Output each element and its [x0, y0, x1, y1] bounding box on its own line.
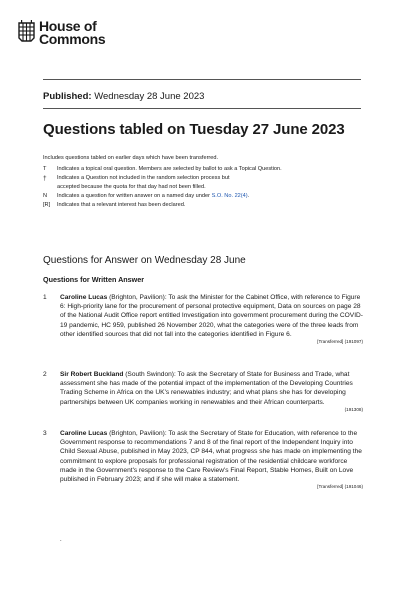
legend-text: Indicates a Question not included in the random selection process but — [57, 175, 230, 181]
legend-key: N — [43, 193, 48, 199]
legend-text-end: . — [247, 193, 250, 199]
question-text: To ask the Secretary of State for Education, with reference to the Government response to recommendations 7 and 8 of the final report of the Independent Inquiry into Child Sexual Abuse, published in May 2023, CP 844, what progress she has made on implementing the commitment to explore proposals for professional registration of the residential childcare workforce made in the Government's response to the Care Review's Final Report, Stable Homes, Built on Love published in February 2023; and if she will make a statement. — [60, 430, 362, 484]
question-member: Sir Robert Buckland — [60, 371, 124, 378]
question-number: 3 — [43, 430, 47, 437]
house-of-commons-logo — [18, 20, 105, 46]
question-member: Caroline Lucas — [60, 430, 108, 437]
page-title: Questions tabled on Tuesday 27 June 2023 — [43, 121, 345, 138]
legend-item-interest — [43, 201, 363, 210]
question-constituency: (Brighton, Pavilion): — [107, 294, 167, 301]
legend-key: † — [43, 175, 47, 182]
legend — [43, 154, 363, 210]
question-item — [43, 429, 363, 491]
legend-text: accepted because the quota for that day had not been filled. — [57, 184, 206, 190]
question-constituency: (South Swindon): — [123, 371, 176, 378]
legend-intro: Includes questions tabled on earlier days which have been transferred. — [43, 155, 219, 161]
legend-text: Indicates that a relevant interest has been declared. — [57, 202, 186, 208]
section-title: Questions for Answer on Wednesday 28 June — [43, 255, 246, 266]
trailing-dot: . — [60, 537, 62, 543]
question-reference: [Transferred] (191046) — [317, 484, 363, 490]
legend-item-named-day — [43, 192, 363, 201]
published-label: Published: — [43, 91, 92, 102]
legend-text: Indicates a topical oral question. Members are selected by ballot to ask a Topical Question. — [57, 166, 282, 172]
legend-key: [R] — [43, 202, 51, 208]
logo-wordmark — [39, 20, 105, 46]
standing-order-link[interactable]: S.O. No. 22(4) — [211, 193, 248, 199]
subsection-title: Questions for Written Answer — [43, 275, 145, 284]
divider-bottom — [43, 108, 361, 109]
portcullis-icon — [18, 20, 35, 42]
logo-line-2: Commons — [39, 31, 106, 47]
question-number: 2 — [43, 371, 47, 378]
legend-key — [43, 183, 57, 192]
question-body — [60, 293, 363, 346]
question-reference: [Transferred] (191097) — [317, 339, 363, 345]
legend-key: T — [43, 166, 47, 172]
question-reference: (191308) — [344, 406, 363, 412]
question-item — [43, 370, 363, 414]
question-body — [60, 370, 363, 414]
published-date: Wednesday 28 June 2023 — [94, 91, 205, 102]
question-member: Caroline Lucas — [60, 294, 108, 301]
question-constituency: (Brighton, Pavilion): — [107, 430, 167, 437]
question-body — [60, 429, 363, 491]
legend-item-dagger — [43, 174, 363, 183]
logo-line-1: House of — [39, 18, 97, 34]
legend-item-topical — [43, 165, 363, 174]
legend-text: Indicates a question for written answer on a named day under — [57, 193, 210, 199]
divider-top — [43, 79, 361, 80]
question-text: To ask the Minister for the Cabinet Office, with reference to Figure 6: High-priority lane for the procurement of personal protective equipment, Data on sources on page 28 of the National Audit Office report entitled Investigation into government procurement during the COVID-19 pandemic, HC 959, published 26 November 2020, what the categories were of the three leads from other identified sources that did not fall into the categories identified in Figure 6. — [60, 294, 363, 338]
question-text: To ask the Secretary of State for Business and Trade, what assessment she has made of the potential impact of the implementation of the Developing Countries Trading Scheme in Africa on the UK's renewables industry; and what plans she has for developing partnerships between UK companies working in renewables and their African counterparts. — [60, 371, 353, 406]
published-line — [43, 91, 204, 102]
question-item — [43, 293, 363, 346]
question-number: 1 — [43, 294, 47, 301]
legend-item-dagger-cont — [43, 183, 363, 192]
